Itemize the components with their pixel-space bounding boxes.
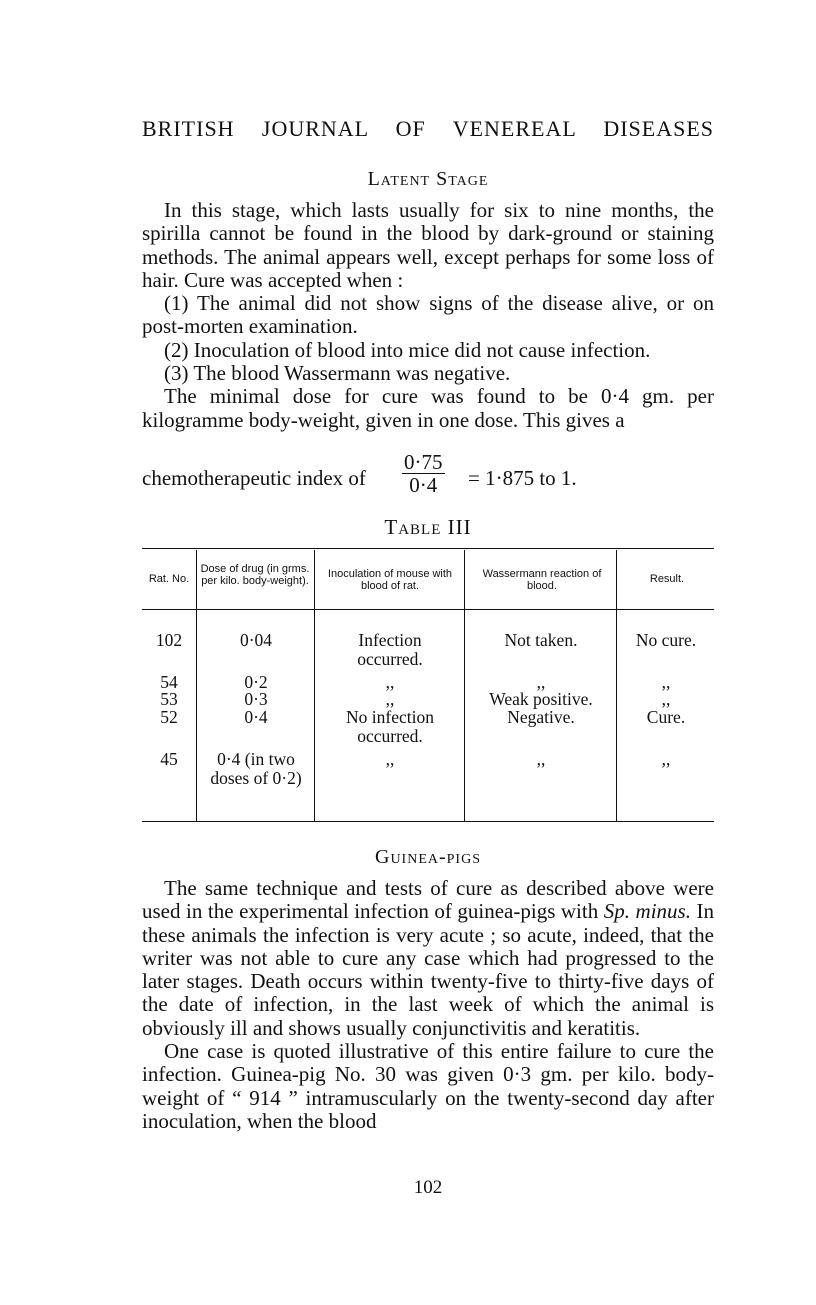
table-cell-dose: 0·2 [244, 672, 268, 692]
latent-stage-text [142, 199, 714, 432]
table-cell-wassermann: Not taken. [504, 630, 578, 650]
section-title-guinea-pigs: Guinea-pigs [375, 846, 481, 868]
column-header-rat-no: Rat. No. [148, 573, 190, 585]
table-cell-rat: 53 [160, 689, 178, 709]
table-title: Table III [384, 515, 472, 539]
table-cell-wassermann: Negative. [507, 707, 575, 727]
table-cell-dose: 0·4 [244, 707, 268, 727]
chemotherapeutic-index-formula [142, 451, 714, 507]
table-column-divider [196, 550, 197, 822]
table-column-divider [616, 550, 617, 822]
table-cell-dose: 0·4 (in two doses of 0·2) [210, 749, 302, 788]
table-cell-dose: 0·04 [239, 630, 273, 650]
formula-numerator: 0·75 [404, 450, 443, 474]
table-cell-wassermann: Weak positive. [489, 689, 593, 709]
guinea-pigs-paragraph-2: One case is quoted illustrative of this entire failure to cure the infection. Guinea-pig No. 30 was given 0·3 gm. per kilo. body-weight of “ 914 ” intramuscularly on the twenty-second day after inoculation, when the blood [142, 1039, 714, 1133]
table-cell-result: No cure. [635, 630, 697, 650]
table-cell-wassermann: ,, [536, 749, 546, 769]
table-cell-rat: 45 [160, 749, 178, 769]
formula-fraction [402, 451, 445, 496]
latent-intro-paragraph: In this stage, which lasts usually for six to nine months, the spirilla cannot be found in the blood by dark-ground or staining methods. The animal appears well, except perhaps for some loss of hair. Cure was accepted when : [142, 198, 714, 292]
guinea-pigs-text [142, 877, 714, 1133]
cure-criterion-1: (1) The animal did not show signs of the disease alive, or on post-morten examination. [142, 291, 714, 339]
table-cell-wassermann: ,, [536, 672, 546, 692]
page-number: 102 [413, 1177, 443, 1198]
table-cell-dose: 0·3 [244, 689, 268, 709]
table-cell-result: ,, [661, 689, 671, 709]
table-cell-inoculation: Infection occurred. [357, 630, 423, 669]
formula-prefix: chemotherapeutic index of [142, 466, 366, 490]
cure-criterion-2: (2) Inoculation of blood into mice did not cause infection. [164, 337, 651, 362]
formula-denominator: 0·4 [409, 473, 438, 497]
guinea-pigs-paragraph-1 [142, 877, 714, 1040]
guinea-para1-start: The same technique and tests of cure as described above were used in the experimental infection of guinea-pigs with [142, 876, 714, 924]
table-cell-inoculation: ,, [385, 689, 395, 709]
column-header-wassermann: Wassermann reaction of blood. [482, 568, 602, 592]
table-cell-inoculation: ,, [385, 749, 395, 769]
column-header-inoculation: Inoculation of mouse with blood of rat. [327, 568, 453, 592]
cure-criterion-3: (3) The blood Wassermann was negative. [164, 361, 511, 386]
running-head: BRITISH JOURNAL OF VENEREAL DISEASES [142, 116, 714, 141]
table-top-rule [142, 548, 714, 549]
table-cell-rat: 52 [160, 707, 178, 727]
guinea-para1-end: In these animals the infection is very acute ; so acute, indeed, that the writer was not able to cure any case which had progressed to the later stages. Death occurs within twenty-five to thirty-five days of the date of infection, in the last week of which the animal is obviously ill and shows usually conjunctivitis and keratitis. [142, 899, 714, 1040]
table-cell-inoculation: No infection occurred. [346, 707, 434, 746]
table-bottom-rule [142, 821, 714, 822]
species-name: Sp. minus. [603, 899, 691, 924]
table-cell-result: Cure. [646, 707, 686, 727]
table-cell-rat: 54 [160, 672, 178, 692]
section-title-latent-stage: Latent Stage [367, 168, 489, 190]
table-header-rule [142, 609, 714, 610]
table-column-divider [314, 550, 315, 822]
table-column-divider [464, 550, 465, 822]
minimal-dose-paragraph: The minimal dose for cure was found to be 0·4 gm. per kilogramme body-weight, given in one dose. This gives a [142, 384, 714, 432]
table-cell-inoculation: ,, [385, 672, 395, 692]
table-cell-rat: 102 [155, 630, 183, 650]
formula-result: = 1·875 to 1. [468, 466, 577, 490]
column-header-result: Result. [649, 573, 685, 585]
table-cell-result: ,, [661, 672, 671, 692]
table-cell-result: ,, [661, 749, 671, 769]
column-header-dose: Dose of drug (in grms. per kilo. body-weight). [200, 563, 310, 587]
